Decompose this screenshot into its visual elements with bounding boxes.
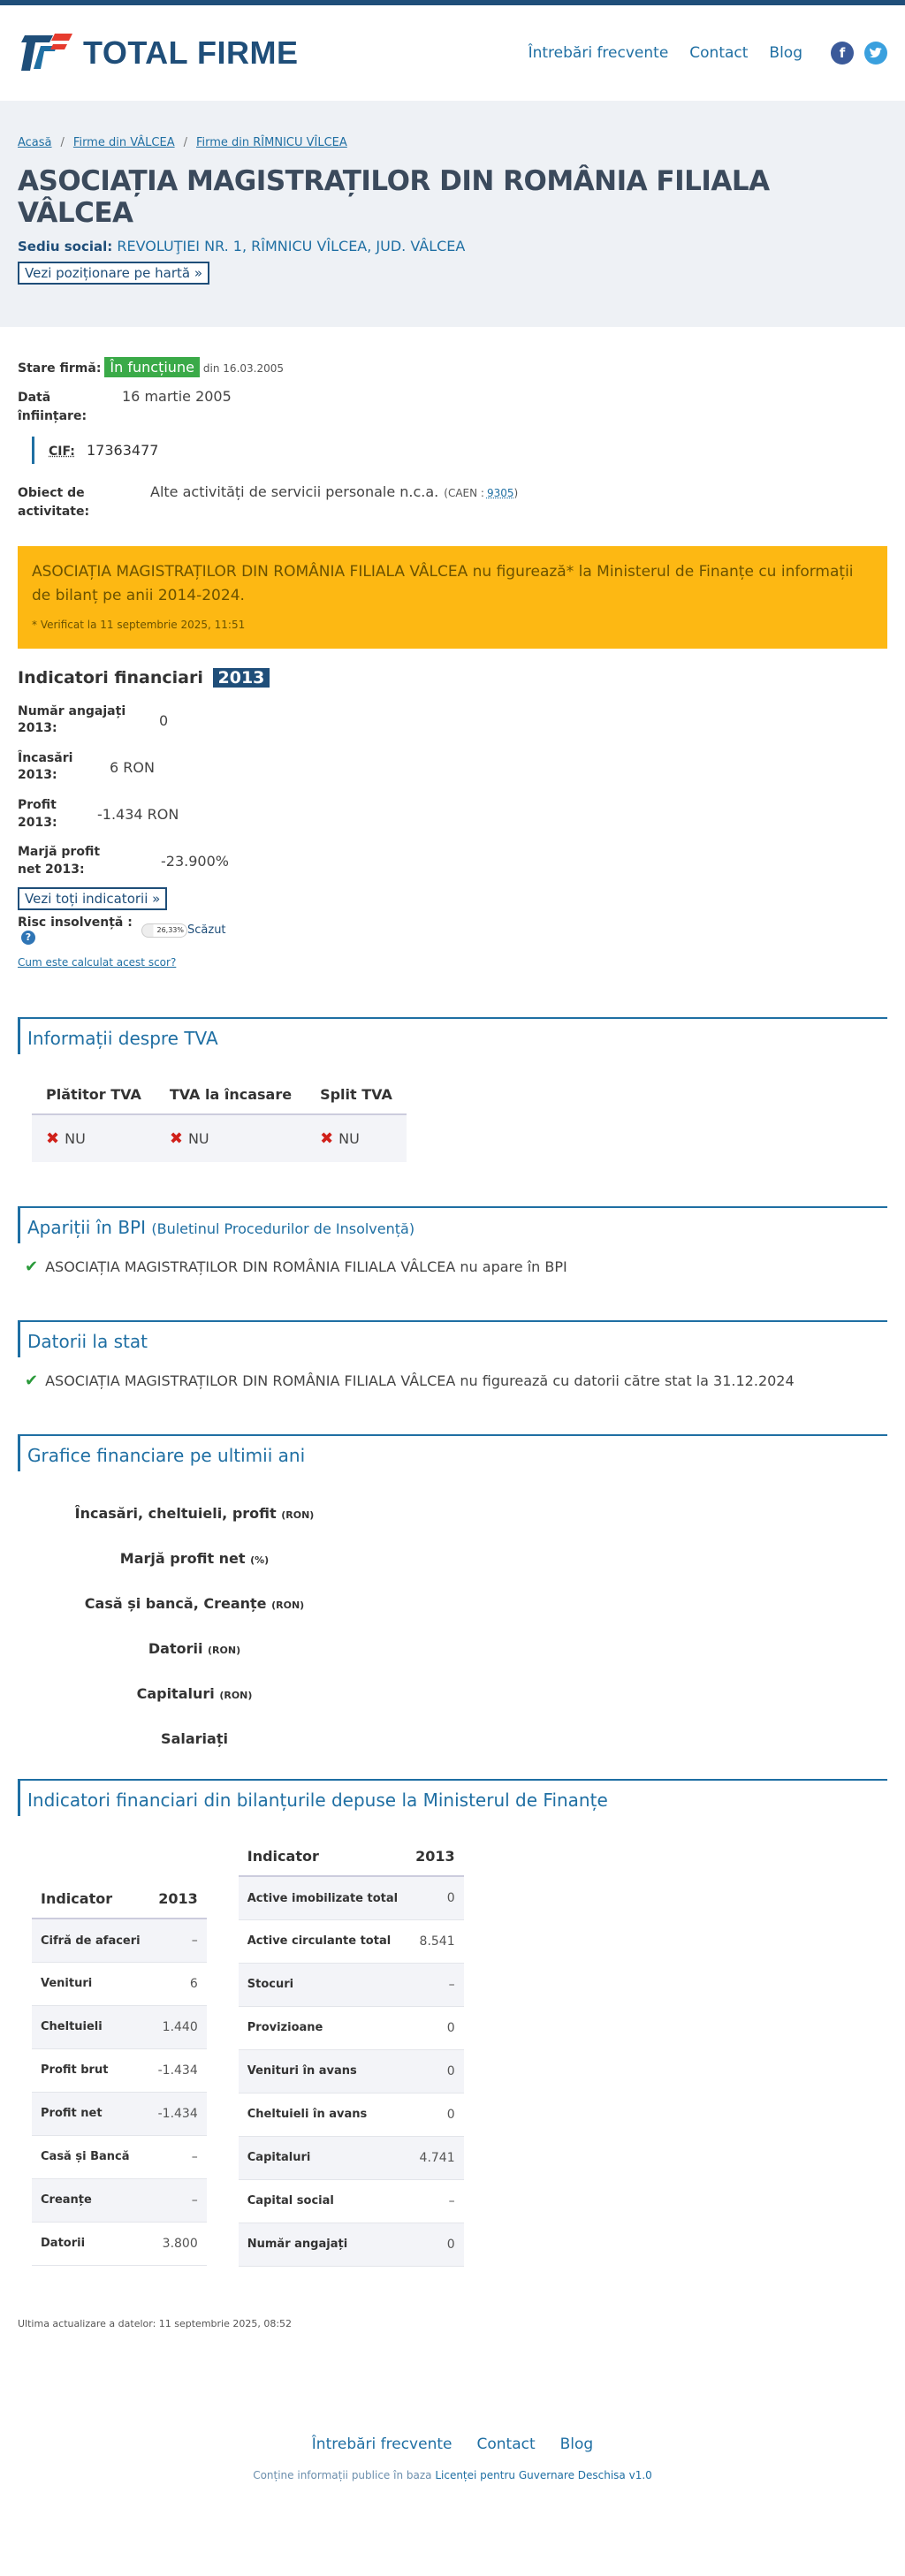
bpi-statement-text: ASOCIAȚIA MAGISTRAȚILOR DIN ROMÂNIA FILIALA VÂLCEA nu apare în BPI: [45, 1258, 567, 1276]
indicator-name: Creanțe: [32, 2178, 149, 2222]
indicator-value: 4.741: [407, 2136, 464, 2179]
tva-section: [18, 1017, 887, 1162]
graph-net-margin: [18, 1550, 371, 1567]
graph-label: Salariați: [161, 1730, 228, 1748]
caen-code-link[interactable]: 9305: [486, 487, 514, 499]
tva-cash-cell: [156, 1114, 306, 1162]
indicator-name: Venituri în avans: [239, 2049, 407, 2093]
indicator-value: -1.434: [149, 2092, 207, 2135]
activity-value: Alte activități de servicii personale n.c.a.: [150, 483, 439, 500]
help-icon[interactable]: ?: [21, 931, 35, 945]
all-indicators-button[interactable]: Vezi toți indicatorii »: [18, 887, 167, 910]
table-row: [239, 1919, 464, 1963]
table-header-year: 2013: [149, 1881, 207, 1919]
indicator-value: –: [149, 2135, 207, 2178]
indicator-name: Profit net: [32, 2092, 149, 2135]
map-position-button[interactable]: Vezi poziționare pe hartă »: [18, 262, 209, 285]
indicator-value: 0: [407, 2049, 464, 2093]
caen-suffix: ): [513, 487, 519, 499]
indicator-value: 8.541: [407, 1919, 464, 1963]
table-header-indicator: Indicator: [239, 1839, 407, 1876]
table-row: [239, 2223, 464, 2266]
tva-table: [32, 1077, 407, 1162]
table-row: [32, 2135, 207, 2178]
debts-title: Datorii la stat: [18, 1320, 887, 1357]
balance-alert: [18, 546, 887, 649]
last-updated: Ultima actualizare a datelor: 11 septembrie 2025, 08:52: [18, 2317, 293, 2329]
cross-icon: ✖: [169, 1129, 183, 1149]
cif-label: CIF:: [49, 445, 75, 459]
founded-value: 16 martie 2005: [122, 388, 232, 405]
indicator-name: Profit brut: [32, 2048, 149, 2092]
margin-value: -23.900%: [161, 853, 229, 870]
indicator-name: Active imobilizate total: [239, 1876, 407, 1919]
balance-table-assets: [239, 1839, 464, 2267]
nav-faq-link[interactable]: Întrebări frecvente: [528, 44, 669, 62]
check-icon: ✔: [25, 1258, 39, 1277]
company-title: ASOCIAȚIA MAGISTRAȚILOR DIN ROMÂNIA FILIALA VÂLCEA: [18, 165, 770, 229]
table-row: [32, 1962, 207, 2005]
revenue-label: Încasări 2013:: [18, 750, 73, 783]
balance-section: [18, 1779, 887, 2267]
table-row: [32, 2048, 207, 2092]
table-row: [32, 2222, 207, 2265]
score-calculation-link[interactable]: Cum este calculat acest scor?: [18, 956, 177, 969]
margin-row: [18, 844, 887, 878]
indicator-value: 0: [407, 2223, 464, 2266]
tva-cash-value: NU: [187, 1130, 209, 1148]
indicator-name: Cifră de afaceri: [32, 1919, 149, 1962]
tva-split-cell: [306, 1114, 407, 1162]
indicator-name: Stocuri: [239, 1963, 407, 2006]
debts-section: [18, 1320, 887, 1390]
alert-note: * Verificat la 11 septembrie 2025, 11:51: [32, 619, 246, 632]
graph-label: Datorii: [148, 1640, 203, 1658]
graph-capital: [18, 1685, 371, 1702]
caen-prefix: (CAEN :: [444, 487, 484, 499]
indicator-value: 1.440: [149, 2005, 207, 2048]
revenue-row: [18, 750, 887, 785]
nav-blog-link[interactable]: Blog: [769, 44, 802, 62]
balance-title: Indicatori financiari din bilanțurile depuse la Ministerul de Finanțe: [18, 1779, 887, 1816]
graph-unit: (RON): [208, 1645, 241, 1657]
indicator-name: Provizioane: [239, 2006, 407, 2049]
bpi-section: [18, 1206, 887, 1276]
site-header: [0, 5, 905, 101]
graph-debts: [18, 1640, 371, 1657]
graph-label: Capitaluri: [136, 1685, 215, 1703]
indicator-name: Număr angajați: [239, 2223, 407, 2266]
bpi-subtitle: (Buletinul Procedurilor de Insolvență): [151, 1220, 415, 1238]
tva-header-cash: TVA la încasare: [156, 1077, 306, 1114]
indicator-name: Active circulante total: [239, 1919, 407, 1963]
tva-payer-cell: [32, 1114, 156, 1162]
risk-gauge: 26,33%: [141, 923, 187, 938]
status-since: din 16.03.2005: [202, 362, 284, 375]
table-row: [239, 1963, 464, 2006]
table-header-indicator: Indicator: [32, 1881, 149, 1919]
graph-unit: (RON): [271, 1600, 305, 1612]
nav-contact-link[interactable]: Contact: [689, 44, 749, 62]
profit-value: -1.434 RON: [97, 806, 179, 824]
risk-level: Scăzut: [187, 923, 226, 938]
employees-row: [18, 703, 887, 738]
breadcrumb-home[interactable]: Acasă: [18, 136, 52, 149]
table-header-year: 2013: [407, 1839, 464, 1876]
twitter-icon[interactable]: [864, 42, 887, 65]
employees-label: Număr angajați 2013:: [18, 703, 126, 736]
balance-tables: [32, 1839, 887, 2267]
indicator-name: Datorii: [32, 2222, 149, 2265]
status-row: [18, 357, 887, 377]
tva-payer-value: NU: [65, 1130, 86, 1148]
profit-row: [18, 797, 887, 832]
table-row: [239, 1876, 464, 1919]
cross-icon: ✖: [46, 1129, 60, 1149]
footer-blog-link[interactable]: Blog: [559, 2435, 594, 2453]
margin-label: Marjă profit net 2013:: [18, 845, 101, 877]
risk-label-text: Risc insolvență :: [18, 916, 133, 931]
financial-title: [18, 668, 887, 688]
indicator-name: Venituri: [32, 1962, 149, 2005]
financial-year-badge: 2013: [213, 668, 270, 688]
indicator-value: 3.800: [149, 2222, 207, 2265]
activity-row: [18, 483, 887, 521]
cif-value: 17363477: [86, 442, 159, 459]
activity-label: Obiect de activitate:: [18, 486, 90, 519]
graphs-section: [18, 1434, 887, 1747]
main-nav: [529, 42, 887, 65]
indicator-name: Capital social: [239, 2179, 407, 2223]
license-prefix: Conține informații publice în baza: [253, 2468, 432, 2481]
indicator-value: –: [407, 2179, 464, 2223]
indicator-value: –: [149, 2178, 207, 2222]
site-logo[interactable]: [18, 30, 299, 76]
bpi-statement: [25, 1258, 887, 1276]
profit-label: Profit 2013:: [18, 797, 57, 830]
logo-text: TOTAL FIRME: [83, 34, 299, 71]
indicator-name: Cheltuieli: [32, 2005, 149, 2048]
footer-contact-link[interactable]: Contact: [476, 2435, 536, 2453]
table-row: [32, 2005, 207, 2048]
graph-label: Casă și bancă, Creanțe: [84, 1595, 267, 1613]
status-badge: În funcțiune: [104, 357, 200, 377]
founded-row: [18, 388, 887, 426]
headquarters-label: Sediu social:: [18, 239, 113, 255]
breadcrumb-county[interactable]: Firme din VÂLCEA: [72, 136, 175, 149]
indicator-value: 0: [407, 2093, 464, 2136]
insolvency-risk: [18, 916, 887, 945]
license-note: [18, 2469, 887, 2481]
table-row: [239, 2049, 464, 2093]
headquarters: [18, 238, 887, 255]
employees-value: 0: [159, 711, 169, 729]
indicator-name: Casă și Bancă: [32, 2135, 149, 2178]
indicator-name: Capitaluri: [239, 2136, 407, 2179]
tva-split-value: NU: [338, 1130, 360, 1148]
table-row: [32, 2178, 207, 2222]
indicator-value: 6: [149, 1962, 207, 2005]
debts-statement: [25, 1372, 887, 1390]
graph-cash-receivables: [18, 1595, 371, 1612]
table-row: [32, 1919, 207, 1962]
graph-label: Încasări, cheltuieli, profit: [74, 1505, 277, 1523]
bpi-title: [18, 1206, 887, 1243]
company-hero: [0, 101, 905, 327]
table-row: [239, 2093, 464, 2136]
main-content: [0, 327, 905, 2481]
cif-block: [32, 437, 887, 464]
social-links: [831, 42, 887, 65]
facebook-icon[interactable]: f: [831, 42, 854, 65]
table-row: [239, 2006, 464, 2049]
table-row: [239, 2179, 464, 2223]
bpi-title-text: Apariții în BPI: [27, 1217, 146, 1239]
debts-statement-text: ASOCIAȚIA MAGISTRAȚILOR DIN ROMÂNIA FILIALA VÂLCEA nu figurează cu datorii către stat la 31.12.2024: [45, 1372, 795, 1390]
table-row: [239, 2136, 464, 2179]
indicator-value: 0: [407, 2006, 464, 2049]
site-footer: [18, 2435, 887, 2481]
balance-table-income: [32, 1881, 207, 2266]
indicator-value: 0: [407, 1876, 464, 1919]
tva-header-split: Split TVA: [306, 1077, 407, 1114]
status-label: Stare firmă:: [18, 361, 102, 376]
graph-revenue-expenses-profit: [18, 1505, 371, 1522]
founded-label: Dată înființare:: [18, 391, 87, 423]
breadcrumb: Acasă / Firme din VÂLCEA / Firme din RÎMNICU VÎLCEA: [18, 136, 347, 149]
breadcrumb-city[interactable]: Firme din RÎMNICU VÎLCEA: [195, 136, 347, 149]
indicator-value: –: [149, 1919, 207, 1962]
alert-text: ASOCIAȚIA MAGISTRAȚILOR DIN ROMÂNIA FILIALA VÂLCEA nu figurează* la Ministerul de Finanțe cu informații de bilanț pe anii 2014-2024.: [32, 563, 854, 605]
graph-label: Marjă profit net: [119, 1550, 246, 1568]
headquarters-value: REVOLUŢIEI NR. 1, RÎMNICU VÎLCEA, JUD. VÂLCEA: [117, 238, 466, 255]
risk-label: [18, 916, 141, 945]
footer-faq-link[interactable]: Întrebări frecvente: [311, 2435, 452, 2453]
revenue-value: 6 RON: [110, 758, 155, 776]
indicator-name: Cheltuieli în avans: [239, 2093, 407, 2136]
financial-title-text: Indicatori financiari: [18, 667, 203, 688]
check-icon: ✔: [25, 1372, 39, 1391]
graph-unit: (RON): [281, 1509, 315, 1522]
cross-icon: ✖: [320, 1129, 334, 1149]
graph-unit: (%): [250, 1554, 270, 1567]
license-link[interactable]: Licenței pentru Guvernare Deschisa v1.0: [435, 2468, 652, 2481]
tva-title: Informații despre TVA: [18, 1017, 887, 1054]
graphs-title: Grafice financiare pe ultimii ani: [18, 1434, 887, 1471]
graph-unit: (RON): [219, 1690, 253, 1702]
table-row: [32, 2092, 207, 2135]
tva-header-payer: Plătitor TVA: [32, 1077, 156, 1114]
indicator-value: –: [407, 1963, 464, 2006]
logo-mark-icon: [18, 30, 74, 76]
footer-links: [18, 2435, 887, 2453]
indicator-value: -1.434: [149, 2048, 207, 2092]
graph-employees: [18, 1730, 371, 1747]
